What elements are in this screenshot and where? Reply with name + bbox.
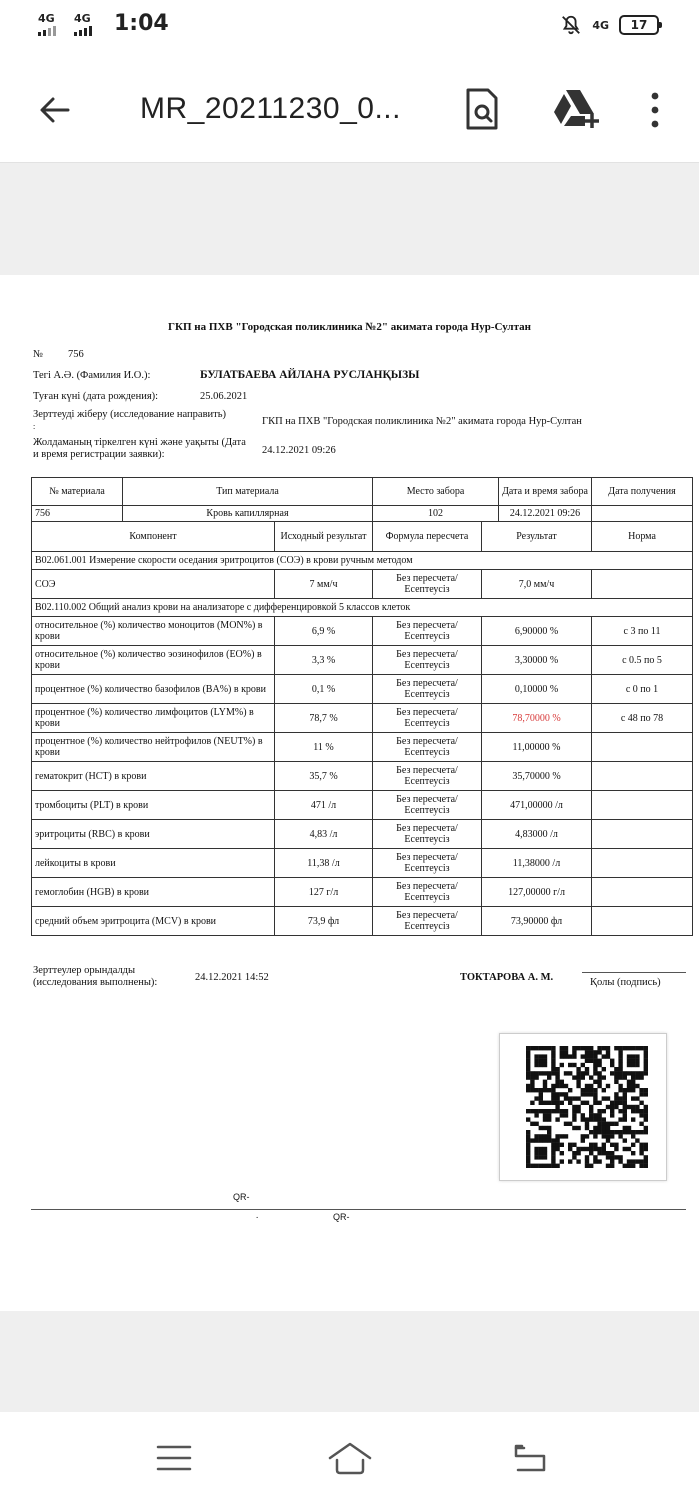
formula-cell: Без пересчета/ Есептеусіз bbox=[373, 762, 482, 791]
header-cell: Место забора bbox=[373, 478, 499, 506]
initial-cell: 7 мм/ч bbox=[275, 570, 373, 599]
table-row bbox=[32, 907, 693, 936]
result-cell: 73,90000 фл bbox=[482, 907, 592, 936]
back-arrow-icon[interactable] bbox=[34, 90, 74, 130]
org-title: ГКП на ПХВ "Городская поликлиника №2" акимата города Нур-Султан bbox=[168, 321, 531, 333]
number-value: 756 bbox=[68, 349, 84, 360]
registration-value: 24.12.2021 09:26 bbox=[262, 445, 336, 456]
formula-cell: Без пересчета/ Есептеусіз bbox=[373, 675, 482, 704]
navigation-bar bbox=[0, 1412, 699, 1500]
initial-cell: 4,83 /л bbox=[275, 820, 373, 849]
table-row bbox=[32, 733, 693, 762]
result-cell: 7,0 мм/ч bbox=[482, 570, 592, 599]
referral-colon: : bbox=[33, 422, 36, 431]
material-header-row bbox=[32, 478, 693, 506]
back-icon[interactable] bbox=[512, 1442, 552, 1474]
initial-cell: 11 % bbox=[275, 733, 373, 762]
formula-cell: Без пересчета/ Есептеусіз bbox=[373, 646, 482, 675]
mute-bell-icon bbox=[560, 14, 582, 36]
initial-cell: 0,1 % bbox=[275, 675, 373, 704]
component-cell: процентное (%) количество нейтрофилов (NEUT%) в крови bbox=[32, 733, 275, 762]
norm-cell bbox=[592, 570, 693, 599]
initial-cell: 11,38 /л bbox=[275, 849, 373, 878]
table-row bbox=[32, 820, 693, 849]
component-cell: процентное (%) количество лимфоцитов (LYM%) в крови bbox=[32, 704, 275, 733]
component-cell: гемоглобин (HGB) в крови bbox=[32, 878, 275, 907]
header-cell: Дата получения bbox=[592, 478, 693, 506]
norm-cell bbox=[592, 733, 693, 762]
network-type: 4G bbox=[592, 18, 609, 32]
section-row bbox=[32, 599, 693, 617]
formula-cell: Без пересчета/ Есептеусіз bbox=[373, 907, 482, 936]
qr-label: QR- bbox=[233, 1192, 250, 1202]
referral-label: Зерттеуді жіберу (исследование направить) bbox=[33, 409, 227, 420]
qr-code bbox=[499, 1033, 667, 1181]
norm-cell bbox=[592, 907, 693, 936]
initial-cell: 35,7 % bbox=[275, 762, 373, 791]
norm-cell: с 48 по 78 bbox=[592, 704, 693, 733]
result-cell: 78,70000 % bbox=[482, 704, 592, 733]
result-cell: 0,10000 % bbox=[482, 675, 592, 704]
formula-cell: Без пересчета/ Есептеусіз bbox=[373, 733, 482, 762]
signal-icon: 4G bbox=[74, 12, 104, 36]
component-cell: эритроциты (RBC) в крови bbox=[32, 820, 275, 849]
status-bar bbox=[0, 0, 699, 56]
norm-cell: с 3 по 11 bbox=[592, 617, 693, 646]
cell: 24.12.2021 09:26 bbox=[499, 506, 592, 522]
result-cell: 3,30000 % bbox=[482, 646, 592, 675]
result-cell: 4,83000 /л bbox=[482, 820, 592, 849]
document-viewer[interactable] bbox=[0, 162, 699, 1412]
table-row bbox=[32, 704, 693, 733]
norm-cell: с 0.5 по 5 bbox=[592, 646, 693, 675]
results-table bbox=[31, 477, 693, 936]
table-row bbox=[32, 762, 693, 791]
qr-label: QR- bbox=[333, 1212, 350, 1222]
formula-cell: Без пересчета/ Есептеусіз bbox=[373, 849, 482, 878]
document-page bbox=[0, 275, 699, 1311]
header-cell: Норма bbox=[592, 522, 693, 552]
initial-cell: 6,9 % bbox=[275, 617, 373, 646]
signature-line bbox=[582, 972, 686, 973]
table-row bbox=[32, 849, 693, 878]
section-2-body bbox=[32, 617, 693, 936]
number-label: № bbox=[33, 349, 44, 360]
component-cell: относительное (%) количество эозинофилов (EO%) в крови bbox=[32, 646, 275, 675]
formula-cell: Без пересчета/ Есептеусіз bbox=[373, 570, 482, 599]
signal-icon: 4G bbox=[38, 12, 68, 36]
component-cell: средний объем эритроцита (MCV) в крови bbox=[32, 907, 275, 936]
app-bar bbox=[0, 56, 699, 162]
component-cell: СОЭ bbox=[32, 570, 275, 599]
table-row bbox=[32, 570, 693, 599]
section-title: B02.110.002 Общий анализ крови на анализаторе с дифференцировкой 5 классов клеток bbox=[32, 599, 693, 617]
referral-org: ГКП на ПХВ "Городская поликлиника №2" акимата города Нур-Султан bbox=[262, 416, 582, 427]
dot-mark: . bbox=[256, 1210, 259, 1220]
result-cell: 127,00000 г/л bbox=[482, 878, 592, 907]
initial-cell: 3,3 % bbox=[275, 646, 373, 675]
result-cell: 6,90000 % bbox=[482, 617, 592, 646]
more-vert-icon[interactable] bbox=[642, 90, 668, 130]
cell: 756 bbox=[32, 506, 123, 522]
header-cell: № материала bbox=[32, 478, 123, 506]
battery-icon: 17 bbox=[619, 15, 659, 35]
component-cell: гематокрит (HCT) в крови bbox=[32, 762, 275, 791]
header-cell: Формула пересчета bbox=[373, 522, 482, 552]
table-row bbox=[32, 878, 693, 907]
section-title: B02.061.001 Измерение скорости оседания эритроцитов (СОЭ) в крови ручным методом bbox=[32, 552, 693, 570]
drive-add-icon[interactable] bbox=[552, 86, 600, 130]
table-row bbox=[32, 791, 693, 820]
document-title: MR_20211230_0... bbox=[140, 92, 401, 125]
norm-cell bbox=[592, 849, 693, 878]
home-icon[interactable] bbox=[326, 1440, 374, 1476]
material-row bbox=[32, 506, 693, 522]
result-cell: 11,38000 /л bbox=[482, 849, 592, 878]
component-cell: относительное (%) количество моноцитов (MON%) в крови bbox=[32, 617, 275, 646]
norm-cell bbox=[592, 762, 693, 791]
results-header-row bbox=[32, 522, 693, 552]
norm-cell bbox=[592, 820, 693, 849]
header-cell: Результат bbox=[482, 522, 592, 552]
initial-cell: 73,9 фл bbox=[275, 907, 373, 936]
component-cell: тромбоциты (PLT) в крови bbox=[32, 791, 275, 820]
patient-name: БУЛАТБАЕВА АЙЛАНА РУСЛАНҚЫЗЫ bbox=[200, 369, 420, 381]
cell: Кровь капиллярная bbox=[123, 506, 373, 522]
initial-cell: 78,7 % bbox=[275, 704, 373, 733]
initial-cell: 127 г/л bbox=[275, 878, 373, 907]
registration-label: Жолдаманың тіркелген күні және уақыты (Дата и время регистрации заявки): bbox=[33, 437, 246, 460]
table-row bbox=[32, 646, 693, 675]
result-cell: 35,70000 % bbox=[482, 762, 592, 791]
formula-cell: Без пересчета/ Есептеусіз bbox=[373, 704, 482, 733]
norm-cell: с 0 по 1 bbox=[592, 675, 693, 704]
divider-line bbox=[31, 1209, 686, 1210]
formula-cell: Без пересчета/ Есептеусіз bbox=[373, 820, 482, 849]
component-cell: процентное (%) количество базофилов (BA%) в крови bbox=[32, 675, 275, 704]
result-cell: 11,00000 % bbox=[482, 733, 592, 762]
name-label: Тегі А.Ә. (Фамилия И.О.): bbox=[33, 370, 151, 381]
completed-label: Зерттеулер орындалды (исследования выполнены): bbox=[33, 965, 158, 988]
performer-name: ТОКТАРОВА А. М. bbox=[460, 972, 554, 983]
header-cell: Компонент bbox=[32, 522, 275, 552]
formula-cell: Без пересчета/ Есептеусіз bbox=[373, 878, 482, 907]
table-row bbox=[32, 675, 693, 704]
completed-value: 24.12.2021 14:52 bbox=[195, 972, 269, 983]
cell bbox=[592, 506, 693, 522]
section-row bbox=[32, 552, 693, 570]
norm-cell bbox=[592, 878, 693, 907]
component-cell: лейкоциты в крови bbox=[32, 849, 275, 878]
header-cell: Тип материала bbox=[123, 478, 373, 506]
signature-label: Қолы (подпись) bbox=[590, 977, 661, 988]
dob-label: Туған күні (дата рождения): bbox=[33, 391, 159, 402]
norm-cell bbox=[592, 791, 693, 820]
table-row bbox=[32, 617, 693, 646]
menu-icon[interactable] bbox=[156, 1444, 192, 1472]
lens-search-icon[interactable] bbox=[462, 86, 502, 132]
cell: 102 bbox=[373, 506, 499, 522]
formula-cell: Без пересчета/ Есептеусіз bbox=[373, 617, 482, 646]
initial-cell: 471 /л bbox=[275, 791, 373, 820]
header-cell: Исходный результат bbox=[275, 522, 373, 552]
clock: 1:04 bbox=[114, 11, 169, 36]
header-cell: Дата и время забора bbox=[499, 478, 592, 506]
formula-cell: Без пересчета/ Есептеусіз bbox=[373, 791, 482, 820]
result-cell: 471,00000 /л bbox=[482, 791, 592, 820]
dob-value: 25.06.2021 bbox=[200, 391, 248, 402]
